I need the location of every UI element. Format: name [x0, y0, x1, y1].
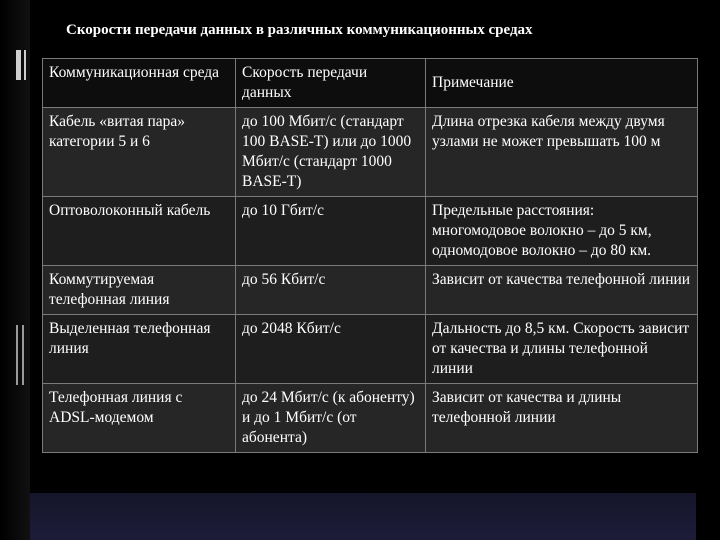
- cell-note: Предельные расстояния: многомодовое волокно – до 5 км, одномодовое волокно – до 80 км.: [426, 197, 698, 266]
- cell-speed: до 56 Кбит/с: [236, 266, 426, 315]
- right-decor-bar: [696, 0, 720, 540]
- table-row: [43, 108, 698, 197]
- table-row: [43, 266, 698, 315]
- cell-speed: до 10 Гбит/с: [236, 197, 426, 266]
- decor-accent-block: [16, 50, 21, 80]
- cell-speed: до 2048 Кбит/с: [236, 315, 426, 384]
- header-cell-speed: Скорость передачи данных: [236, 59, 426, 108]
- table-row: [43, 384, 698, 453]
- table-header-row: [43, 59, 698, 108]
- cell-speed: до 100 Мбит/с (стандарт 100 BASE-T) или до 1000 Мбит/с (стандарт 1000 BASE-T): [236, 108, 426, 197]
- decor-accent-line: [22, 325, 24, 385]
- cell-note: Зависит от качества телефонной линии: [426, 266, 698, 315]
- cell-medium: Выделенная телефонная линия: [43, 315, 236, 384]
- data-table: [42, 58, 698, 453]
- left-decor-bar: [0, 0, 30, 540]
- decor-accent-line: [16, 325, 18, 385]
- cell-note: Зависит от качества и длины телефонной линии: [426, 384, 698, 453]
- decor-accent-line: [24, 50, 26, 80]
- cell-note: Дальность до 8,5 км. Скорость зависит от качества и длины телефонной линии: [426, 315, 698, 384]
- slide-title: Скорости передачи данных в различных коммуникационных средах: [66, 22, 533, 38]
- table-row: [43, 197, 698, 266]
- cell-medium: Кабель «витая пара» категории 5 и 6: [43, 108, 236, 197]
- header-cell-medium: Коммуникационная среда: [43, 59, 236, 108]
- bottom-decor-band: [30, 493, 696, 540]
- cell-speed: до 24 Мбит/с (к абоненту) и до 1 Мбит/с (от абонента): [236, 384, 426, 453]
- cell-medium: Оптоволоконный кабель: [43, 197, 236, 266]
- header-cell-note: Примечание: [426, 59, 698, 108]
- table-row: [43, 315, 698, 384]
- cell-note: Длина отрезка кабеля между двумя узлами не может превышать 100 м: [426, 108, 698, 197]
- cell-medium: Телефонная линия с ADSL-модемом: [43, 384, 236, 453]
- cell-medium: Коммутируемая телефонная линия: [43, 266, 236, 315]
